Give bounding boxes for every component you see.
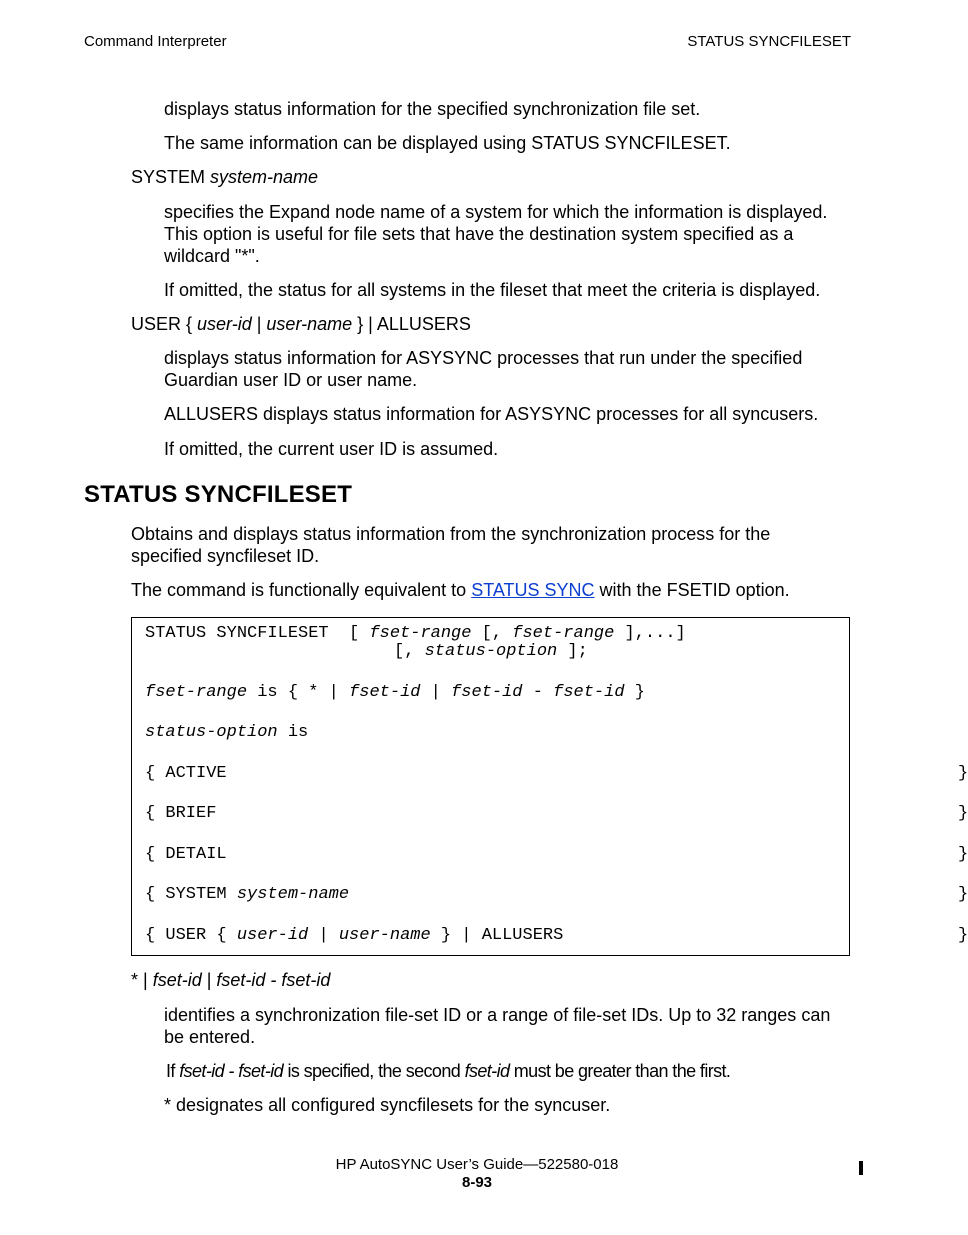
fset-param-range: fset-id - fset-id	[216, 970, 331, 990]
system-option-keyword: SYSTEM	[131, 167, 211, 187]
syntax-line-detail: { DETAIL	[145, 845, 227, 864]
system-option-term	[131, 166, 318, 188]
equivalence-text-after: with the FSETID option.	[594, 580, 790, 600]
fset-param-separator: |	[201, 970, 217, 990]
user-option-keyword: USER {	[131, 314, 198, 334]
section-title: STATUS SYNCFILESET	[84, 481, 353, 508]
syntax-close-brace: }	[958, 804, 968, 823]
user-option-user-id: user-id	[197, 314, 252, 334]
user-option-omitted-note: If omitted, the current user ID is assumed.	[164, 439, 499, 459]
syntax-close-brace: }	[958, 764, 968, 783]
change-bar	[859, 1161, 863, 1175]
running-header-left: Command Interpreter	[84, 33, 227, 50]
fset-param-id: fset-id	[152, 970, 202, 990]
syntax-close-brace: }	[958, 926, 968, 945]
syntax-line-command: STATUS SYNCFILESET [ fset-range [, fset-range ],...]	[145, 624, 686, 643]
section-equivalence-note	[131, 579, 790, 601]
fset-param-range-rule: If fset-id - fset-id is specified, the second fset-id must be greater than the first.	[166, 1061, 731, 1081]
syntax-line-active: { ACTIVE	[145, 764, 227, 783]
user-option-term	[131, 313, 471, 335]
syntax-line-status-option-def: status-option is	[145, 723, 309, 742]
syntax-line-brief: { BRIEF	[145, 804, 217, 823]
user-option-allusers: } | ALLUSERS	[352, 314, 471, 334]
intro-paragraph-2: The same information can be displayed using STATUS SYNCFILESET.	[164, 133, 731, 153]
page-number: 8-93	[461, 1174, 493, 1191]
user-option-user-name: user-name	[266, 314, 353, 334]
syntax-line-user: { USER { user-id | user-name } | ALLUSERS	[145, 926, 564, 945]
status-sync-link[interactable]: STATUS SYNC	[471, 580, 595, 600]
syntax-close-brace: }	[958, 885, 968, 904]
system-option-description: specifies the Expand node name of a system for which the information is displayed. This option is useful for file sets that have the destination system specified as a wildcard "*".	[164, 202, 828, 266]
user-option-separator: |	[251, 314, 267, 334]
system-option-variable: system-name	[210, 167, 319, 187]
fset-param-star: * |	[131, 970, 153, 990]
fset-param-term	[131, 969, 330, 991]
syntax-line-fset-range: fset-range is { * | fset-id | fset-id - fset-id }	[145, 683, 645, 702]
syntax-close-brace: }	[958, 845, 968, 864]
system-option-omitted-note: If omitted, the status for all systems in the fileset that meet the criteria is displayed.	[164, 280, 821, 300]
footer-title: HP AutoSYNC User’s Guide—522580-018	[335, 1156, 619, 1173]
syntax-box	[131, 617, 968, 956]
syntax-line-system: { SYSTEM system-name	[145, 885, 350, 904]
intro-paragraph-1: displays status information for the specified synchronization file set.	[164, 99, 701, 119]
section-description: Obtains and displays status information from the synchronization process for the specified syncfileset ID.	[131, 524, 771, 566]
equivalence-text-before: The command is functionally equivalent to	[131, 580, 472, 600]
user-option-description: displays status information for ASYSYNC processes that run under the specified Guardian user ID or user name.	[164, 348, 803, 390]
user-option-allusers-description: ALLUSERS displays status information for ASYSYNC processes for all syncusers.	[164, 404, 819, 424]
fset-param-star-note: * designates all configured syncfilesets for the syncuser.	[164, 1095, 611, 1115]
running-header-right: STATUS SYNCFILESET	[687, 33, 851, 50]
fset-param-description: identifies a synchronization file-set ID or a range of file-set IDs. Up to 32 ranges can be entered.	[164, 1005, 831, 1047]
syntax-line-status-option: [, status-option ];	[394, 642, 588, 661]
